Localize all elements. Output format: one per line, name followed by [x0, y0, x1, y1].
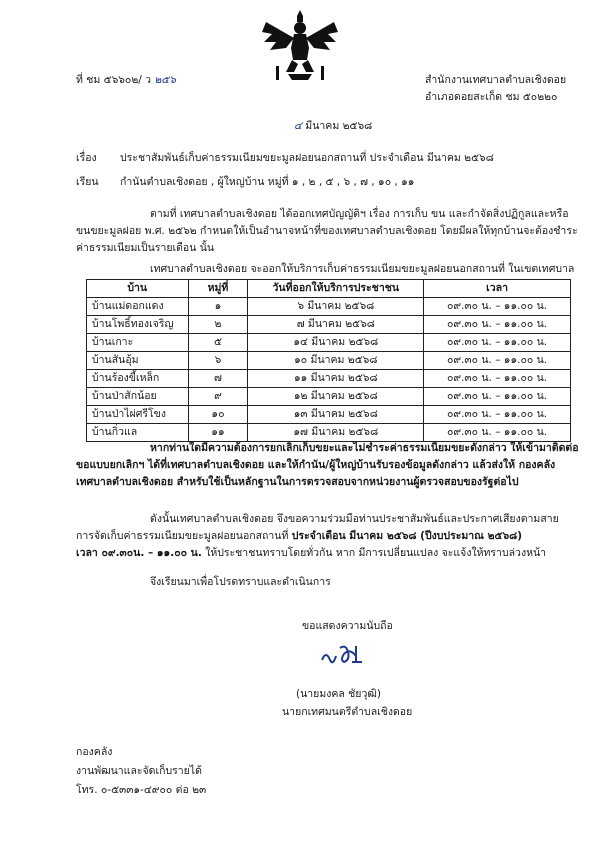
garuda-emblem-icon	[258, 8, 342, 82]
para3-line1: หากท่านใดมีความต้องการยกเลิกเก็บขยะและไม่ชำระค่าธรรมเนียมขยะดังกล่าว ให้เข้ามาติดต่อ	[150, 442, 579, 454]
header-time: เวลา	[424, 280, 571, 298]
time-cell: ๐๙.๓๐ น. – ๑๑.๐๐ น.	[424, 424, 571, 442]
para4-time-bold: เวลา ๐๙.๓๐น. – ๑๑.๐๐ น.	[76, 547, 202, 559]
para4-line2: การจัดเก็บค่าธรรมเนียมขยะมูลฝอยนอกสถานที่ ประจำเดือน มีนาคม ๒๕๖๘ (ปีงบประมาณ ๒๕๖๘)	[76, 530, 523, 542]
village-cell: บ้านสันอุ้ม	[87, 352, 189, 370]
table-row	[87, 424, 571, 442]
collection-schedule-table	[86, 279, 571, 442]
table-row	[87, 406, 571, 424]
closing-request: จึงเรียนมาเพื่อโปรดทราบและดำเนินการ	[150, 576, 331, 588]
moo-cell: ๒	[188, 316, 248, 334]
table-header-row	[87, 280, 571, 298]
para3-line3: เทศบาลตำบลเชิงดอย สำหรับใช้เป็นหลักฐานในการตรวจสอบจากหน่วยงานผู้ตรวจสอบของรัฐต่อไป	[76, 476, 519, 488]
footer-tel: โทร. ๐-๕๓๓๑-๔๙๐๐ ต่อ ๒๓	[76, 784, 207, 796]
date-cell: ๗ มีนาคม ๒๕๖๘	[248, 316, 424, 334]
time-cell: ๐๙.๓๐ น. – ๑๑.๐๐ น.	[424, 298, 571, 316]
header-service-date: วันที่ออกให้บริการประชาชน	[248, 280, 424, 298]
date-day-handwritten: ๔	[294, 120, 302, 132]
moo-cell: ๖	[188, 352, 248, 370]
village-cell: บ้านร้องขี้เหล็ก	[87, 370, 189, 388]
moo-cell: ๑	[188, 298, 248, 316]
signer-name: (นายมงคล ชัยวุฒิ)	[296, 688, 381, 700]
para1-line1: ตามที่ เทศบาลตำบลเชิงดอย ได้ออกเทศบัญญัติฯ เรื่อง การเก็บ ขน และกำจัดสิ่งปฏิกูลและหรือ	[150, 208, 569, 220]
header-village: บ้าน	[87, 280, 189, 298]
reference-number: ที่ ชม ๕๖๖๐๒/ ว ๒๕๖	[76, 74, 176, 86]
date-cell: ๑๒ มีนาคม ๒๕๖๘	[248, 388, 424, 406]
table-row	[87, 298, 571, 316]
para3-line2: ขอแบบยกเลิกฯ ได้ที่เทศบาลตำบลเชิงดอย และให้กำนัน/ผู้ใหญ่บ้านรับรองข้อมูลดังกล่าว แล้วส่งให้ กองคลัง	[76, 459, 556, 471]
footer-division: งานพัฒนาและจัดเก็บรายได้	[76, 765, 202, 777]
moo-cell: ๑๐	[188, 406, 248, 424]
reference-handwritten-number: ๒๕๖	[154, 74, 176, 86]
moo-cell: ๙	[188, 388, 248, 406]
table-row	[87, 352, 571, 370]
moo-cell: ๑๑	[188, 424, 248, 442]
time-cell: ๐๙.๓๐ น. – ๑๑.๐๐ น.	[424, 352, 571, 370]
village-cell: บ้านป่าไผ่ศรีโขง	[87, 406, 189, 424]
time-cell: ๐๙.๓๐ น. – ๑๑.๐๐ น.	[424, 388, 571, 406]
time-cell: ๐๙.๓๐ น. – ๑๑.๐๐ น.	[424, 370, 571, 388]
para4-month-bold: ประจำเดือน มีนาคม ๒๕๖๘ (ปีงบประมาณ ๒๕๖๘)	[291, 530, 523, 542]
signature-icon	[318, 640, 370, 668]
time-cell: ๐๙.๓๐ น. – ๑๑.๐๐ น.	[424, 316, 571, 334]
village-cell: บ้านกิ่วแล	[87, 424, 189, 442]
subject-label: เรื่อง	[76, 152, 97, 164]
document-date: ๔ มีนาคม ๒๕๖๘	[294, 120, 373, 132]
footer-dept: กองคลัง	[76, 746, 113, 758]
recipient-label: เรียน	[76, 176, 99, 188]
para1-line2: ขนขยะมูลฝอย พ.ศ. ๒๕๖๒ กำหนดให้เป็นอำนาจหน้าที่ของเทศบาลตำบลเชิงดอย โดยมีผลให้ทุกบ้านจะต้องชำระ	[76, 225, 578, 237]
para2-line1: เทศบาลตำบลเชิงดอย จะออกให้บริการเก็บค่าธรรมเนียมขยะมูลฝอยนอกสถานที่ ในเขตเทศบาล	[150, 263, 575, 275]
date-cell: ๑๐ มีนาคม ๒๕๖๘	[248, 352, 424, 370]
org-office: สำนักงานเทศบาลตำบลเชิงดอย	[425, 74, 567, 86]
closing-phrase: ขอแสดงความนับถือ	[302, 620, 393, 632]
table-row	[87, 316, 571, 334]
time-cell: ๐๙.๓๐ น. – ๑๑.๐๐ น.	[424, 334, 571, 352]
table-row	[87, 388, 571, 406]
moo-cell: ๗	[188, 370, 248, 388]
table-row	[87, 334, 571, 352]
signer-title: นายกเทศมนตรีตำบลเชิงดอย	[282, 706, 413, 718]
moo-cell: ๕	[188, 334, 248, 352]
header-moo: หมู่ที่	[188, 280, 248, 298]
date-cell: ๑๗ มีนาคม ๒๕๖๘	[248, 424, 424, 442]
para4-line3: เวลา ๐๙.๓๐น. – ๑๑.๐๐ น. ให้ประชาชนทราบโดยทั่วกัน หาก มีการเปลี่ยนแปลง จะแจ้งให้ทราบล่วงหน้า	[76, 547, 547, 559]
date-cell: ๑๓ มีนาคม ๒๕๖๘	[248, 406, 424, 424]
village-cell: บ้านแม่ดอกแดง	[87, 298, 189, 316]
village-cell: บ้านโพธิ์ทองเจริญ	[87, 316, 189, 334]
para1-line3: ค่าธรรมเนียมเป็นรายเดือน นั้น	[76, 242, 215, 254]
para4-line1: ดังนั้นเทศบาลตำบลเชิงดอย จึงขอความร่วมมือท่านประชาสัมพันธ์และประกาศเสียงตามสาย	[150, 513, 559, 525]
date-cell: ๑๔ มีนาคม ๒๕๖๘	[248, 334, 424, 352]
table-row	[87, 370, 571, 388]
time-cell: ๐๙.๓๐ น. – ๑๑.๐๐ น.	[424, 406, 571, 424]
village-cell: บ้านเกาะ	[87, 334, 189, 352]
recipient-text: กำนันตำบลเชิงดอย , ผู้ใหญ่บ้าน หมู่ที่ ๑ , ๒ , ๕ , ๖ , ๗ , ๑๐ , ๑๑	[120, 176, 415, 188]
subject-text: ประชาสัมพันธ์เก็บค่าธรรมเนียมขยะมูลฝอยนอกสถานที่ ประจำเดือน มีนาคม ๒๕๖๘	[120, 152, 494, 164]
village-cell: บ้านป่าสักน้อย	[87, 388, 189, 406]
date-cell: ๑๑ มีนาคม ๒๕๖๘	[248, 370, 424, 388]
org-address: อำเภอดอยสะเก็ด ชม ๕๐๒๒๐	[425, 91, 558, 103]
date-cell: ๖ มีนาคม ๒๕๖๘	[248, 298, 424, 316]
